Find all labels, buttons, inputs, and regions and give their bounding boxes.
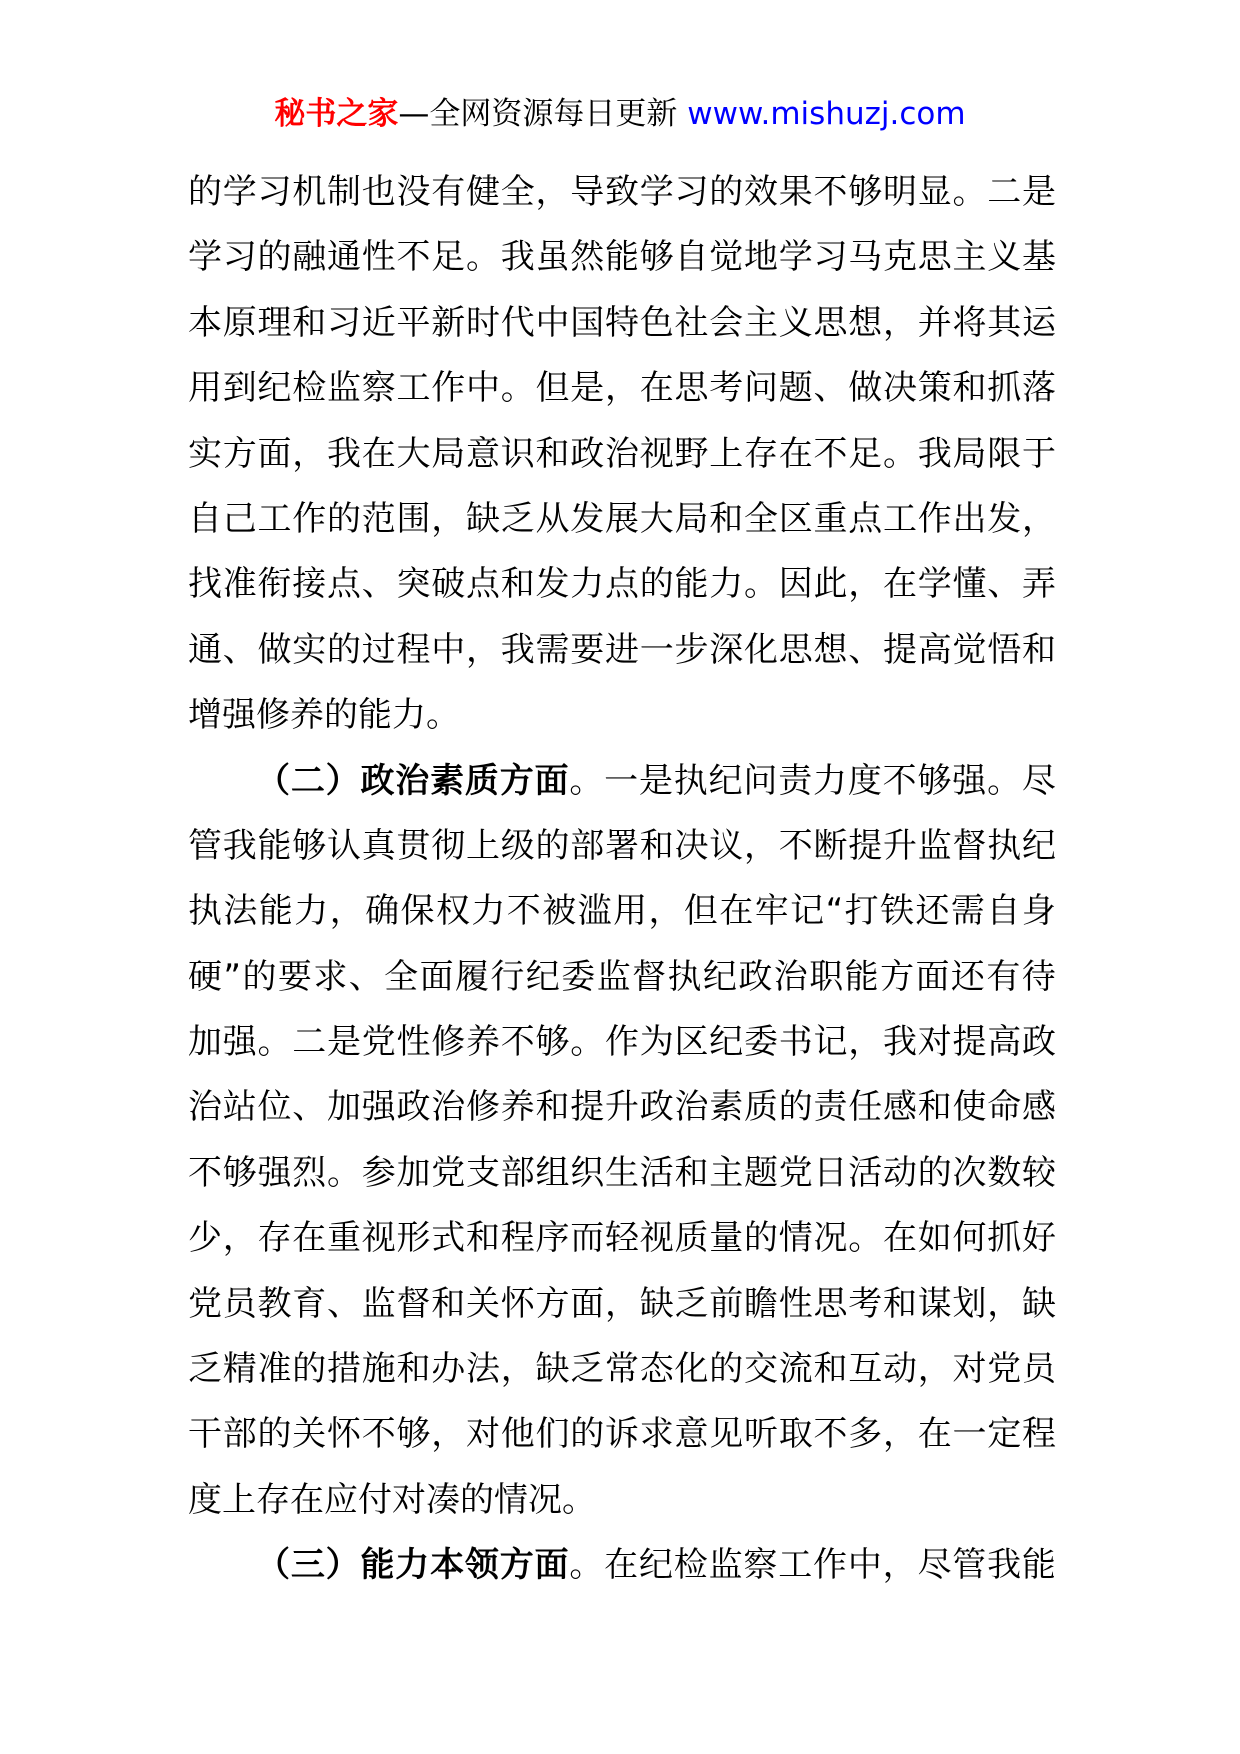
text-line: 本 原 理 和 习 近 平 新 时 代 中 国 特 色 社 会 主 义 思 想 ， 并 将 其 运 xyxy=(188,302,1056,343)
brand-name: 秘书之家 xyxy=(274,96,399,132)
text-line: 治 站 位 、 加 强 政 治 修 养 和 提 升 政 治 素 质 的 责 任 感 和 使 命 感 xyxy=(188,1087,1056,1128)
section-heading-line: （ 二 ） 政 治 素 质 方 面 。 一 是 执 纪 问 责 力 度 不 够 强 。 尽 xyxy=(256,760,1056,801)
section-heading-line: （ 三 ） 能 力 本 领 方 面 。 在 纪 检 监 察 工 作 中 ， 尽 管 我 能 xyxy=(256,1545,1056,1586)
text-line: 增 强 修 养 的 能 力 。 xyxy=(188,695,460,736)
text-line: 管 我 能 够 认 真 贯 彻 上 级 的 部 署 和 决 议 ， 不 断 提 升 监 督 执 纪 xyxy=(188,825,1056,866)
text-line: 用 到 纪 检 监 察 工 作 中 。 但 是 ， 在 思 考 问 题 、 做 决 策 和 抓 落 xyxy=(188,368,1056,409)
text-line: 党 员 教 育 、 监 督 和 关 怀 方 面 ， 缺 乏 前 瞻 性 思 考 和 谋 划 ， 缺 xyxy=(188,1283,1056,1324)
text-line: 度 上 存 在 应 付 对 凑 的 情 况 。 xyxy=(188,1479,596,1520)
text-line: 执 法 能 力 ， 确 保 权 力 不 被 滥 用 ， 但 在 牢 记 “ 打 铁 还 需 自 身 xyxy=(188,891,1056,932)
text-line: 找 准 衔 接 点 、 突 破 点 和 发 力 点 的 能 力 。 因 此 ， 在 学 懂 、 弄 xyxy=(188,564,1056,605)
text-line: 自 己 工 作 的 范 围 ， 缺 乏 从 发 展 大 局 和 全 区 重 点 工 作 出 发 ， xyxy=(188,498,1056,539)
text-line: 加 强 。 二 是 党 性 修 养 不 够 。 作 为 区 纪 委 书 记 ， 我 对 提 高 政 xyxy=(188,1022,1056,1063)
header-slogan: —全网资源每日更新 xyxy=(398,96,678,132)
text-line: 实 方 面 ， 我 在 大 局 意 识 和 政 治 视 野 上 存 在 不 足 。 我 局 限 于 xyxy=(188,433,1056,474)
document-body xyxy=(188,160,1056,1599)
text-line: 少 ， 存 在 重 视 形 式 和 程 序 而 轻 视 质 量 的 情 况 。 在 如 何 抓 好 xyxy=(188,1218,1056,1259)
page-header xyxy=(0,92,1240,136)
text-line: 不 够 强 烈 。 参 加 党 支 部 组 织 生 活 和 主 题 党 日 活 动 的 次 数 较 xyxy=(188,1152,1056,1193)
text-line: 乏 精 准 的 措 施 和 办 法 ， 缺 乏 常 态 化 的 交 流 和 互 动 ， 对 党 员 xyxy=(188,1349,1056,1390)
text-line: 干 部 的 关 怀 不 够 ， 对 他 们 的 诉 求 意 见 听 取 不 多 ， 在 一 定 程 xyxy=(188,1414,1056,1455)
site-url-link[interactable]: www.mishuzj.com xyxy=(687,96,966,132)
text-line: 硬 ” 的 要 求 、 全 面 履 行 纪 委 监 督 执 纪 政 治 职 能 方 面 还 有 待 xyxy=(188,956,1056,997)
text-line: 学 习 的 融 通 性 不 足 。 我 虽 然 能 够 自 觉 地 学 习 马 克 思 主 义 基 xyxy=(188,237,1056,278)
text-line: 通 、 做 实 的 过 程 中 ， 我 需 要 进 一 步 深 化 思 想 、 提 高 觉 悟 和 xyxy=(188,629,1056,670)
text-line: 的 学 习 机 制 也 没 有 健 全 ， 导 致 学 习 的 效 果 不 够 明 显 。 二 是 xyxy=(188,172,1056,212)
